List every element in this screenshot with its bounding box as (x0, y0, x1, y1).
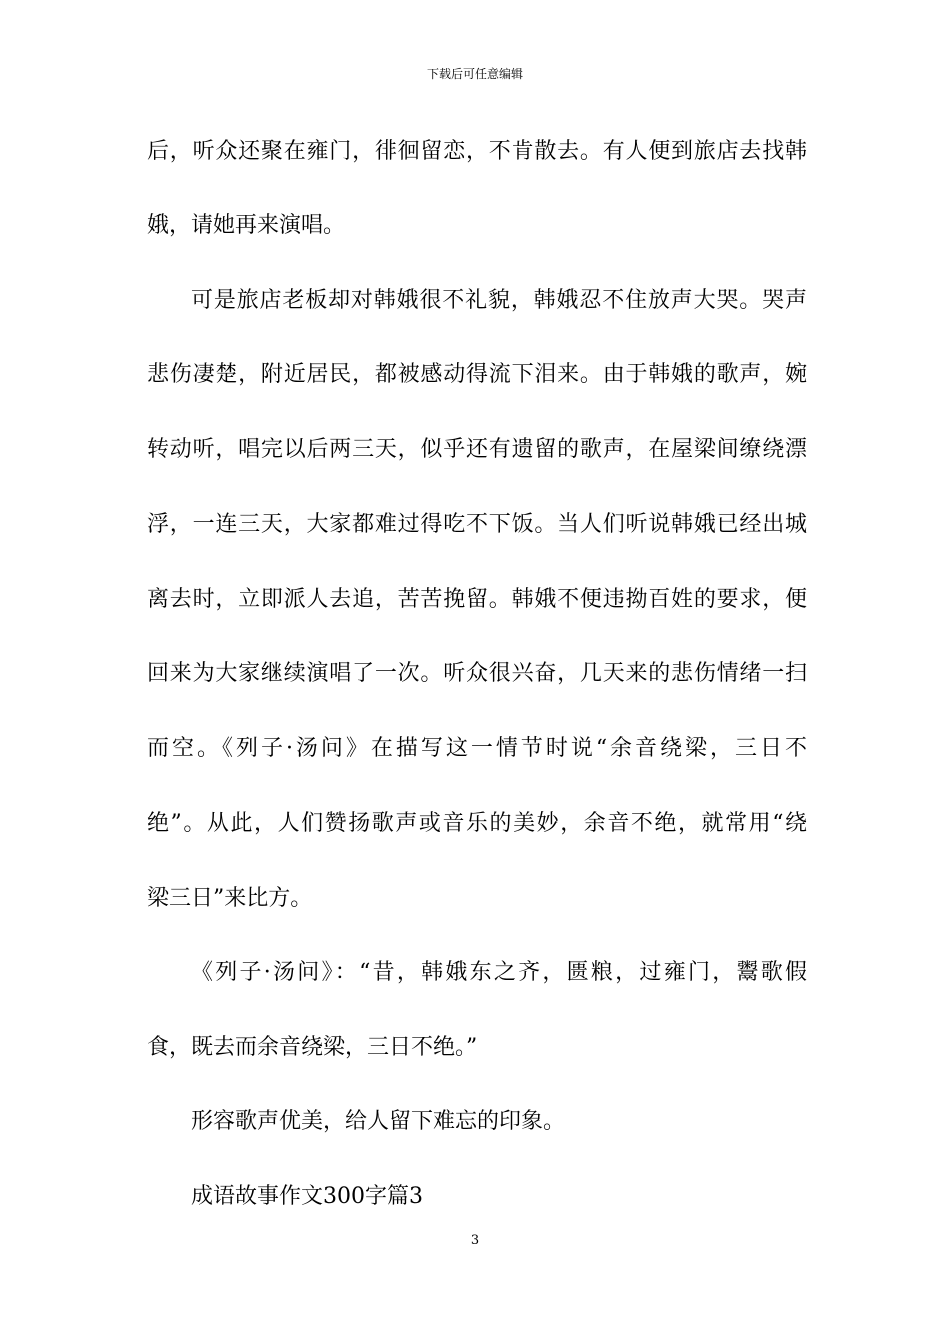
text-line: 梁三日”来比方。 (147, 886, 313, 911)
text-line: 绝”。从此，人们赞扬歌声或音乐的美妙，余音不绝，就常用“绕 (147, 811, 807, 836)
text-line: 食，既去而余音绕梁，三日不绝。” (147, 1035, 478, 1060)
text-line: 形容歌声优美，给人留下难忘的印象。 (191, 1109, 566, 1134)
text-line: 回来为大家继续演唱了一次。听众很兴奋，几天来的悲伤情绪一扫 (147, 661, 807, 686)
header-note: 下载后可任意编辑 (426, 67, 523, 81)
text-line: 转动听，唱完以后两三天，似乎还有遗留的歌声，在屋梁间缭绕漂 (147, 437, 807, 462)
text-line: 浮，一连三天，大家都难过得吃不下饭。当人们听说韩娥已经出城 (147, 512, 807, 537)
text-line: 离去时，立即派人去追，苦苦挽留。韩娥不便违拗百姓的要求，便 (147, 587, 807, 612)
section-heading: 成语故事作文300字篇3 (191, 1184, 423, 1209)
page-number: 3 (470, 1233, 480, 1248)
text-line: 悲伤凄楚，附近居民，都被感动得流下泪来。由于韩娥的歌声，婉 (147, 362, 807, 387)
text-line: 可是旅店老板却对韩娥很不礼貌，韩娥忍不住放声大哭。哭声 (191, 288, 807, 313)
text-line: 而空。《列子·汤问》在描写这一情节时说“余音绕梁，三日不 (147, 736, 807, 761)
text-line: 后，听众还聚在雍门，徘徊留恋，不肯散去。有人便到旅店去找韩 (147, 139, 807, 164)
text-line: 娥，请她再来演唱。 (147, 213, 346, 238)
text-line: 《列子·汤问》：“昔，韩娥东之齐，匮粮，过雍门，鬻歌假 (191, 960, 807, 985)
